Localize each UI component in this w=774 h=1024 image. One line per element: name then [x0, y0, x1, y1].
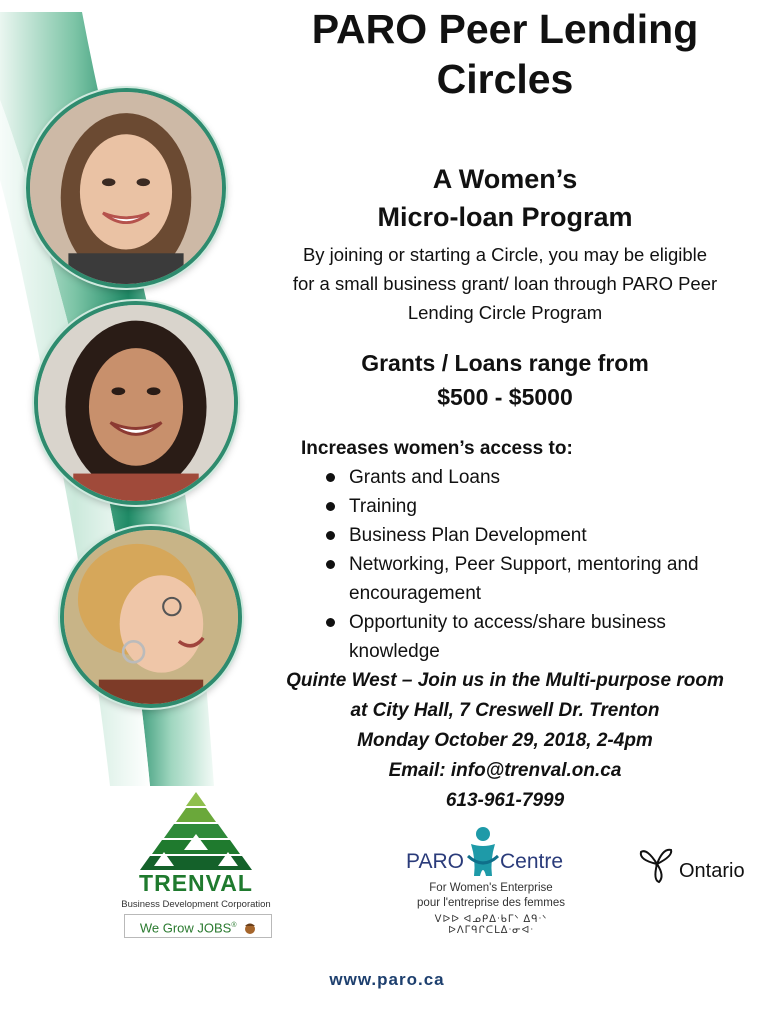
program-subtitle: [260, 160, 750, 236]
trenval-slogan: [124, 914, 272, 938]
portrait-3-image: [64, 530, 238, 704]
event-location-line: Quinte West – Join us in the Multi-purpose room: [286, 670, 724, 691]
subtitle-line: A Women’s: [432, 164, 578, 194]
intro-line: for a small business grant/ loan through PARO Peer: [292, 273, 718, 294]
list-item: [324, 550, 764, 608]
event-date-line: Monday October 29, 2018, 2-4pm: [357, 730, 653, 751]
trenval-name: TRENVAL: [139, 870, 253, 896]
portrait-woman-3: [60, 526, 242, 708]
paro-word: PARO: [406, 850, 464, 873]
title-line: PARO Peer Lending: [311, 6, 699, 52]
range-line: Grants / Loans range from: [361, 350, 649, 376]
access-list: [324, 463, 764, 666]
subtitle-line: Micro-loan Program: [377, 202, 633, 232]
trenval-logo: [106, 790, 286, 940]
person-figure-icon: [466, 826, 500, 878]
list-item-text: Business Plan Development: [349, 525, 587, 546]
event-phone-line[interactable]: 613-961-7999: [445, 790, 565, 811]
portrait-woman-1: [26, 88, 226, 288]
list-item: [324, 521, 764, 550]
centre-word: Centre: [500, 850, 564, 873]
portrait-woman-2: [34, 301, 238, 505]
list-item: [324, 492, 764, 521]
list-item: [324, 463, 764, 492]
registered-mark: ®: [231, 922, 237, 929]
ontario-logo: [637, 844, 761, 888]
acorn-icon: [244, 920, 256, 934]
ontario-word: Ontario: [679, 860, 745, 882]
page-title: [260, 4, 750, 104]
list-item: [324, 608, 764, 666]
intro-line: By joining or starting a Circle, you may be eligible: [302, 244, 708, 265]
paro-tagline-fr: pour l'entreprise des femmes: [417, 897, 565, 909]
trenval-subtitle: Business Development Corporation: [121, 899, 271, 910]
list-item-text: Training: [349, 496, 417, 517]
list-item-text: Opportunity to access/share business: [349, 612, 666, 633]
slogan-text: We Grow JOBS: [139, 920, 232, 936]
loan-range: [260, 346, 750, 414]
portrait-2-image: [38, 305, 234, 501]
intro-paragraph: [252, 240, 758, 327]
range-line: $500 - $5000: [437, 384, 573, 410]
website-link[interactable]: www.paro.ca: [329, 970, 445, 989]
list-item-text-continued: knowledge: [349, 641, 440, 662]
paro-tagline-syllabics: ᐯᐅᐅ ᐊᓄᑭᐃᐧᑲᒥᐠ ᐃᑫᐧᐠ ᐅᐱᒥᑫᒋᑕᒪᐃᐧᓂᐊᐧ: [434, 914, 548, 936]
list-item-text: Networking, Peer Support, mentoring and: [349, 554, 699, 575]
portrait-1-image: [30, 92, 222, 284]
event-details: [252, 666, 758, 816]
intro-line: Lending Circle Program: [407, 302, 603, 323]
event-email-line[interactable]: Email: info@trenval.on.ca: [388, 760, 622, 781]
title-line: Circles: [436, 56, 574, 102]
list-item-text: Grants and Loans: [349, 467, 501, 488]
tree-triangle-icon: [128, 790, 264, 872]
event-address-line: at City Hall, 7 Creswell Dr. Trenton: [350, 700, 660, 721]
paro-tagline-en: For Women's Enterprise: [429, 882, 553, 894]
paro-centre-logo: [396, 826, 586, 936]
trillium-icon: [637, 844, 677, 884]
list-item-text-continued: encouragement: [349, 583, 482, 604]
access-heading: Increases women’s access to:: [301, 438, 573, 459]
